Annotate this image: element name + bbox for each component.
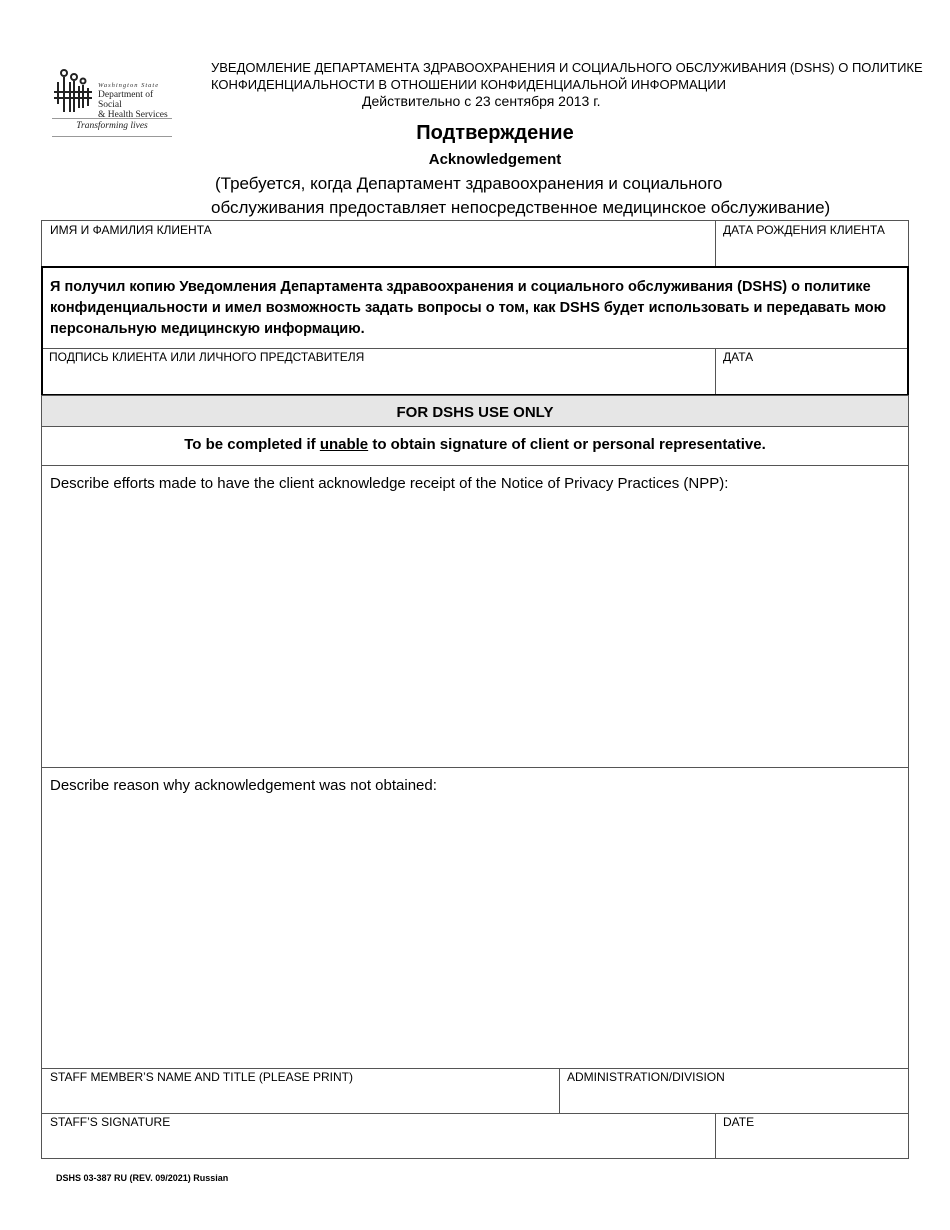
- people-icon: [52, 68, 96, 114]
- unable-emphasis: unable: [319, 436, 369, 453]
- staff-signature-field[interactable]: [41, 1113, 716, 1159]
- requirement-note-line2: обслуживания предоставляет непосредственное медицинское обслуживание): [211, 198, 831, 217]
- client-name-field[interactable]: [41, 220, 716, 268]
- notice-title: УВЕДОМЛЕНИЕ ДЕПАРТАМЕНТА ЗДРАВООХРАНЕНИЯ И СОЦИАЛЬНОГО ОБСЛУЖИВАНИЯ (DSHS) О ПОЛИТИКЕ КОНФИДЕНЦИАЛЬНОСТИ В ОТНОШЕНИИ КОНФИДЕНЦИАЛЬНОЙ ИНФОРМАЦИИ: [211, 60, 923, 92]
- reason-label: Describe reason why acknowledgement was not obtained:: [50, 777, 437, 794]
- client-dob-label: ДАТА РОЖДЕНИЯ КЛИЕНТА: [723, 223, 885, 237]
- logo-divider: [52, 118, 172, 119]
- client-dob-field[interactable]: [715, 220, 909, 268]
- client-name-label: ИМЯ И ФАМИЛИЯ КЛИЕНТА: [50, 223, 212, 237]
- effective-date: Действительно с 23 сентября 2013 г.: [362, 93, 601, 109]
- dshs-only-title: FOR DSHS USE ONLY: [396, 404, 554, 421]
- logo-state: Washington State: [98, 82, 160, 89]
- acknowledgement-statement: Я получил копию Уведомления Департамента здравоохранения и социального обслуживания (DSHS) о политике конфиденциальности и имел возможность задать вопросы о том, как DSHS будет использовать и передавать мою персональную медицинскую информацию.: [50, 279, 887, 337]
- dshs-instruction-row: [41, 426, 909, 466]
- dshs-instruction: To be completed if unable to obtain signature of client or personal representative.: [184, 436, 766, 453]
- form-id: DSHS 03-387 RU (REV. 09/2021) Russian: [56, 1173, 229, 1183]
- client-signature-field[interactable]: [43, 348, 716, 394]
- staff-name-field[interactable]: [41, 1068, 560, 1114]
- client-signature-label: ПОДПИСЬ КЛИЕНТА ИЛИ ЛИЧНОГО ПРЕДСТАВИТЕЛЯ: [49, 350, 365, 364]
- staff-name-label: STAFF MEMBER’S NAME AND TITLE (PLEASE PRINT): [50, 1070, 353, 1084]
- administration-label: ADMINISTRATION/DIVISION: [567, 1070, 725, 1084]
- reason-field[interactable]: [41, 767, 909, 1069]
- page-subtitle: Acknowledgement: [428, 151, 562, 168]
- administration-field[interactable]: [559, 1068, 909, 1114]
- page-title: Подтверждение: [416, 122, 574, 144]
- logo-tagline: Transforming lives: [76, 121, 148, 131]
- client-date-label: ДАТА: [723, 350, 754, 364]
- requirement-note-line1: (Требуется, когда Департамент здравоохранения и социального: [215, 174, 723, 193]
- efforts-field[interactable]: [41, 465, 909, 768]
- dshs-only-header: [41, 395, 909, 427]
- staff-signature-label: STAFF’S SIGNATURE: [50, 1115, 171, 1129]
- staff-date-label: DATE: [723, 1115, 755, 1129]
- staff-date-field[interactable]: [715, 1113, 909, 1159]
- efforts-label: Describe efforts made to have the client acknowledge receipt of the Notice of Privacy Practices (NPP):: [50, 475, 729, 492]
- client-date-field[interactable]: [715, 348, 907, 394]
- logo-department: Department of Social & Health Services: [98, 90, 168, 120]
